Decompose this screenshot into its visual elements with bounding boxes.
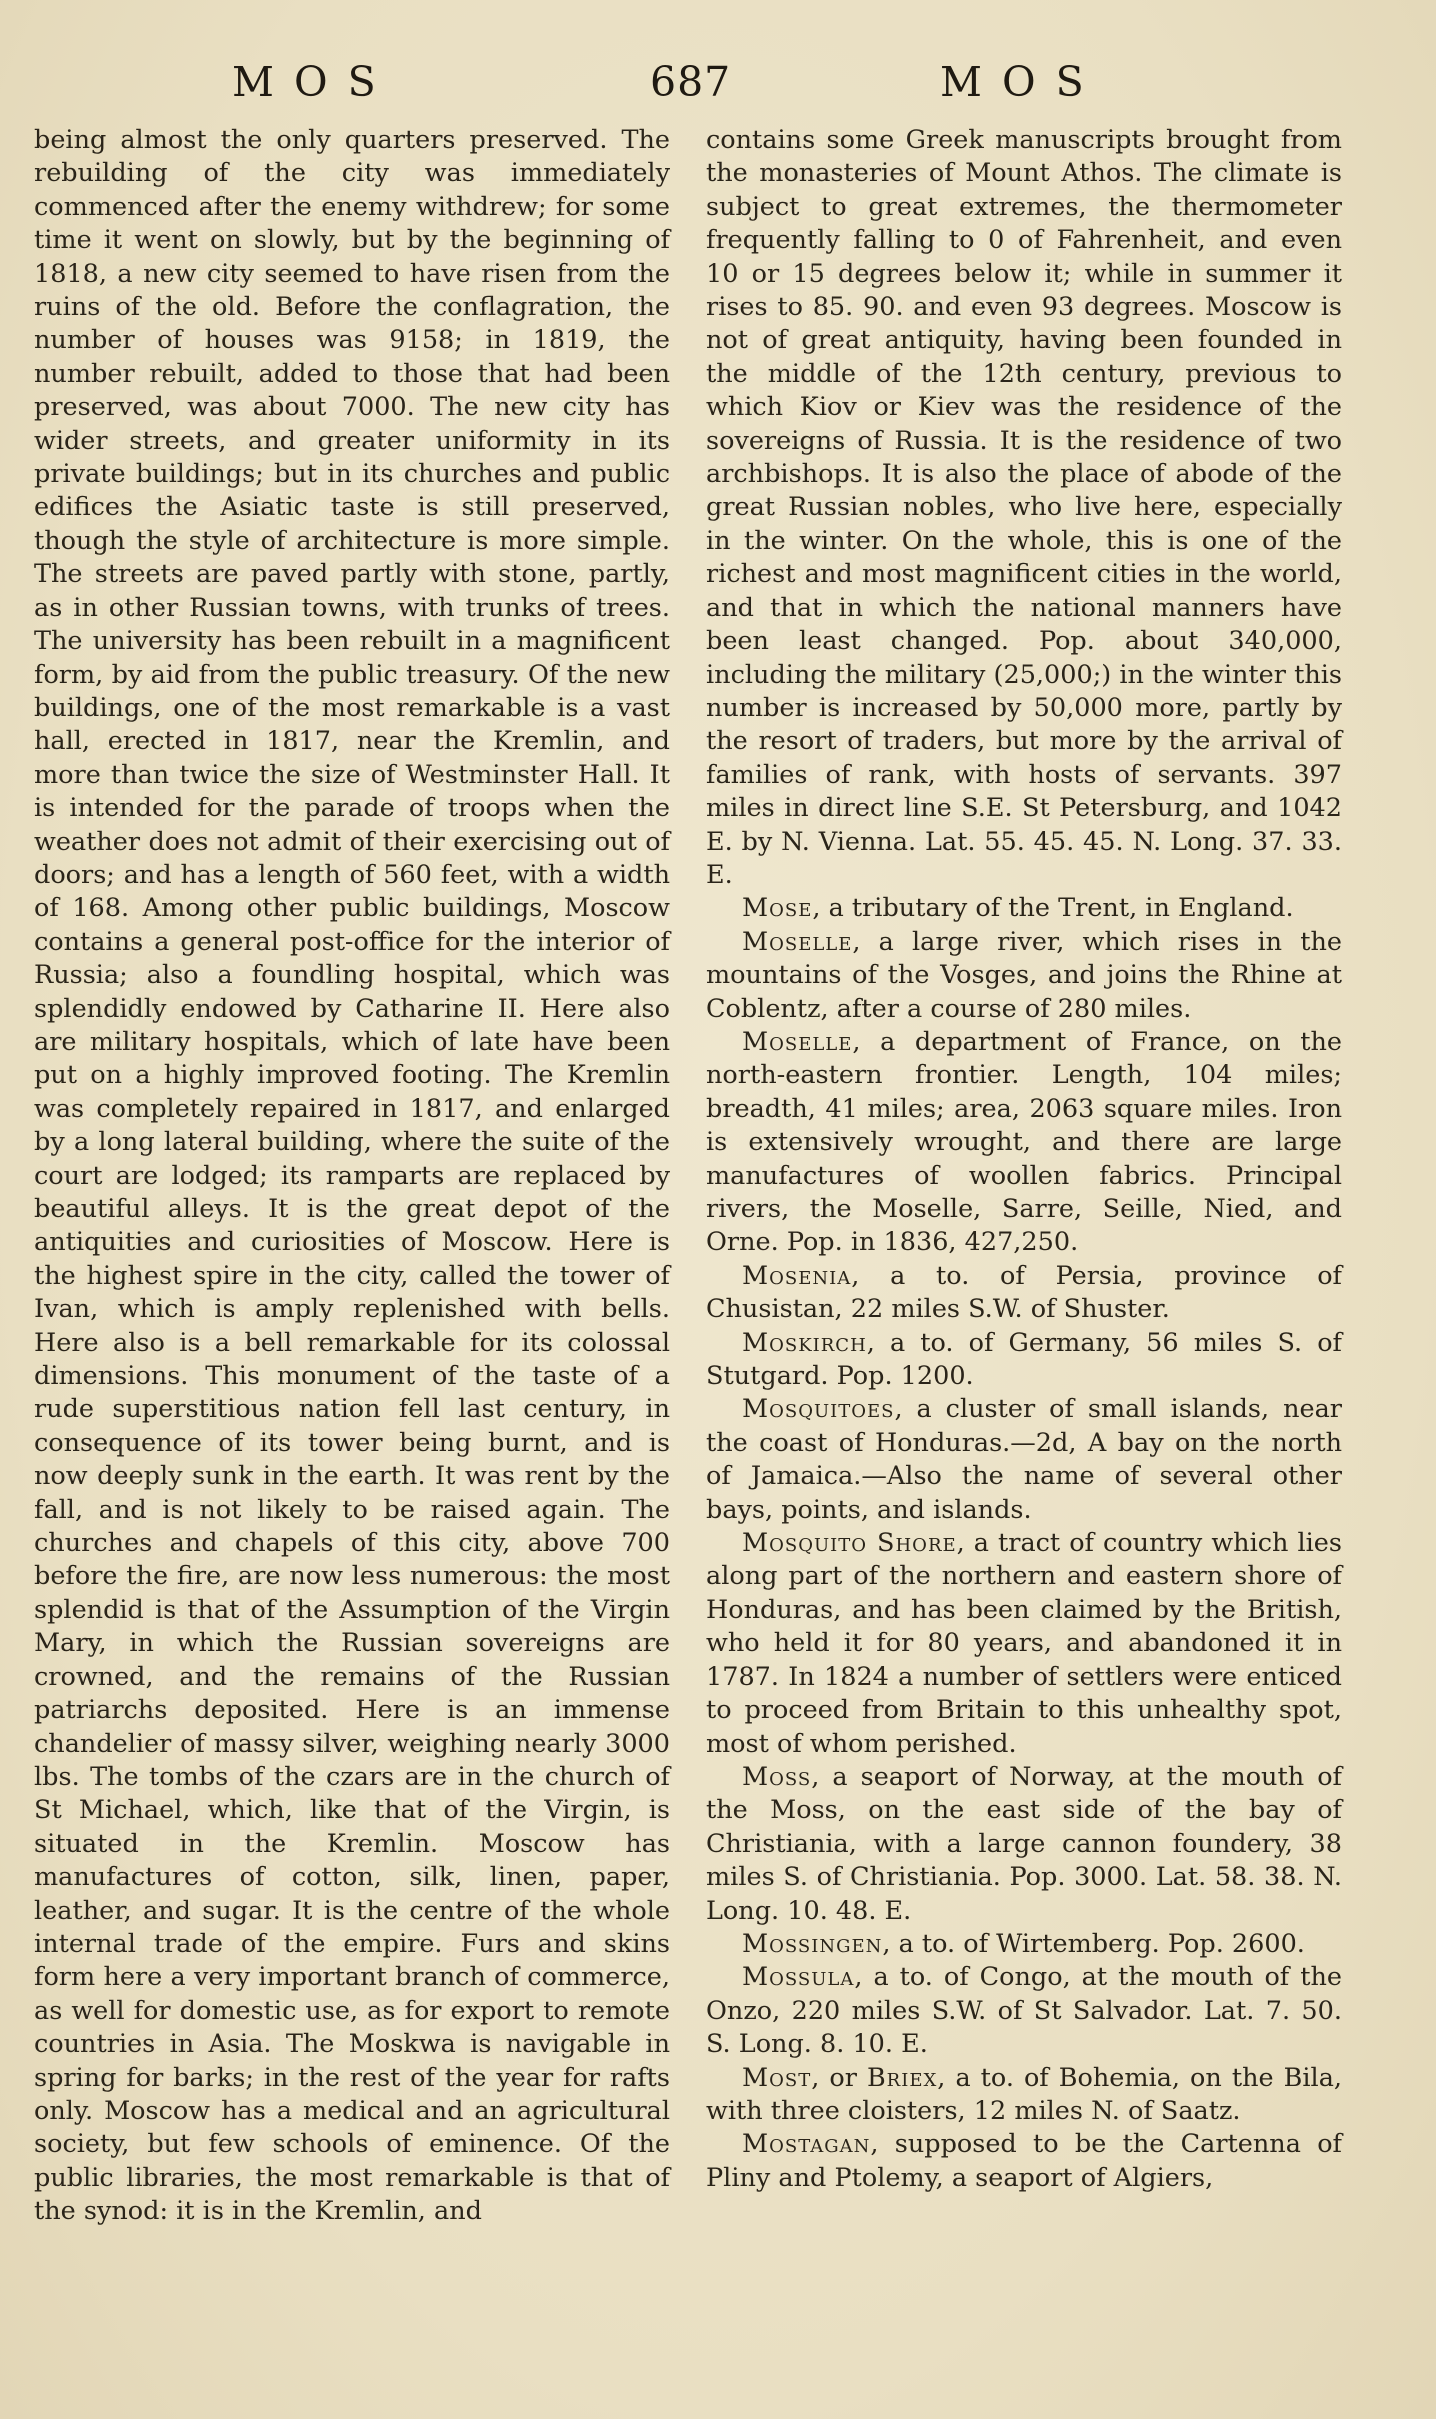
entry-term: Moselle: [742, 1026, 853, 1057]
entry-list: [706, 892, 1342, 2195]
entry-separator: ,: [851, 1260, 891, 1291]
entry-description: a to. of Germany, 56 miles S. of Stutgard. Pop. 1200.: [706, 1327, 1342, 1392]
entry-separator: ,: [866, 1327, 890, 1358]
entry-description: a tributary of the Trent, in England.: [828, 893, 1294, 924]
entry-description: a to. of Bohemia, on the Bila, with three cloisters, 12 miles N. of Saatz.: [706, 2062, 1343, 2126]
entry-separator: ,: [852, 926, 879, 957]
gazetteer-entry: [706, 1928, 1342, 1961]
entry-description: a to. of Wirtemberg. Pop. 2600.: [898, 1928, 1305, 1959]
entry-description: a seaport of Norway, at the mouth of the Moss, on the east side of the bay of Christiania, with a large cannon foundery, 38 miles S. of Christiania. Pop. 3000. Lat. 58. 38. N. Long. 10. 48. E.: [706, 1761, 1342, 1926]
page-number: 687: [650, 58, 732, 106]
entry-description: a department of France, on the north-eastern frontier. Length, 104 miles; breadth, 41 miles; area, 2063 square miles. Iron is extensively wrought, and there are large manufactures of woollen fabrics. Principal rivers, the Moselle, Sarre, Seille, Nied, and Orne. Pop. in 1836, 427,250.: [706, 1026, 1342, 1258]
entry-separator: ,: [852, 1026, 881, 1057]
entry-separator: ,: [811, 1761, 833, 1792]
gazetteer-entry: [706, 1761, 1342, 1928]
right-column: [706, 124, 1342, 2195]
entry-term: Mossula: [742, 1962, 855, 1993]
entry-separator: ,: [882, 1928, 899, 1959]
entry-term: Mose: [742, 893, 813, 924]
entry-term: Most: [742, 2062, 812, 2093]
gazetteer-entry: [706, 2128, 1342, 2195]
entry-term: Mostagan: [742, 2129, 871, 2160]
entry-separator: ,: [854, 1962, 874, 1993]
entry-term: Mossingen: [742, 1928, 883, 1959]
gazetteer-entry: [706, 1961, 1342, 2061]
gazetteer-entry: Most, or Briex, a to. of Bohemia, on the Bila, with three cloisters, 12 miles N. of Saatz.: [706, 2062, 1343, 2126]
header-left-word: MOS: [232, 58, 396, 106]
entry-term: Moskirch: [742, 1327, 867, 1358]
left-column: [34, 124, 670, 2229]
gazetteer-entry: [706, 1260, 1342, 1327]
entry-description: a large river, which rises in the mountains of the Vosges, and joins the Rhine at Coblentz, after a course of 280 miles.: [706, 926, 1342, 1024]
entry-term: Mosenia: [742, 1260, 852, 1291]
running-header: [0, 52, 1436, 112]
entry-term: Mosquitoes: [742, 1394, 895, 1425]
gazetteer-entry: [706, 1393, 1342, 1527]
entry-term: Moss: [742, 1761, 812, 1792]
entry-separator: ,: [812, 893, 829, 924]
entry-term: Moselle: [742, 926, 853, 957]
gazetteer-entry: [706, 1026, 1342, 1260]
entry-description: a cluster of small islands, near the coast of Honduras.—2d, A bay on the north of Jamaica.—Also the name of several other bays, points, and islands.: [706, 1394, 1342, 1525]
entry-term: Mosquito Shore: [742, 1528, 957, 1559]
gazetteer-entry: [706, 1527, 1342, 1761]
continuation-text: contains some Greek manuscripts brought from the monasteries of Mount Athos. The climate is subject to great extremes, the thermometer frequently falling to 0 of Fahrenheit, and even 10 or 15 degrees below it; while in summer it rises to 85. 90. and even 93 degrees. Moscow is not of great antiquity, having been founded in the middle of the 12th century, previous to which Kiov or Kiev was the residence of the sovereigns of Russia. It is the residence of two archbishops. It is also the place of abode of the great Russian nobles, who live here, especially in the winter. On the whole, this is one of the richest and most magnificent cities in the world, and that in which the national manners have been least changed. Pop. about 340,000, including the military (25,000;) in the winter this number is increased by 50,000 more, partly by the resort of traders, but more by the arrival of families of rank, with hosts of servants. 397 miles in direct line S.E. St Petersburg, and 1042 E. by N. Vienna. Lat. 55. 45. 45. N. Long. 37. 33. E.: [706, 125, 1342, 890]
entry-separator: , or: [811, 2062, 867, 2093]
entry-term-alt: Briex: [866, 2062, 938, 2093]
entry-description: supposed to be the Cartenna of Pliny and Ptolemy, a seaport of Algiers,: [706, 2129, 1342, 2193]
gazetteer-entry: [706, 892, 1342, 925]
entry-description: a to. of Congo, at the mouth of the Onzo, 220 miles S.W. of St Salvador. Lat. 7. 50. S. Long. 8. 10. E.: [706, 1962, 1342, 2060]
entry-separator: ,: [870, 2129, 895, 2160]
entry-description: a tract of country which lies along part of the northern and eastern shore of Honduras, and has been claimed by the British, who held it for 80 years, and abandoned it in 1787. In 1824 a number of settlers were enticed to proceed from Britain to this unhealthy spot, most of whom perished.: [706, 1528, 1342, 1759]
header-right-word: MOS: [940, 58, 1104, 106]
entry-description: a to. of Persia, province of Chusistan, 22 miles S.W. of Shuster.: [706, 1260, 1342, 1325]
continuation-text: being almost the only quarters preserved. The rebuilding of the city was immediately commenced after the enemy withdrew; for some time it went on slowly, but by the beginning of 1818, a new city seemed to have risen from the ruins of the old. Before the conflagration, the number of houses was 9158; in 1819, the number rebuilt, added to those that had been preserved, was about 7000. The new city has wider streets, and greater uniformity in its private buildings; but in its churches and public edifices the Asiatic taste is still preserved, though the style of architecture is more simple. The streets are paved partly with stone, partly, as in other Russian towns, with trunks of trees. The university has been rebuilt in a magnificent form, by aid from the public treasury. Of the new buildings, one of the most remarkable is a vast hall, erected in 1817, near the Kremlin, and more than twice the size of Westminster Hall. It is intended for the parade of troops when the weather does not admit of their exercising out of doors; and has a length of 560 feet, with a width of 168. Among other public buildings, Moscow contains a general post-office for the interior of Russia; also a foundling hospital, which was splendidly endowed by Catharine II. Here also are military hospitals, which of late have been put on a highly improved footing. The Kremlin was completely repaired in 1817, and enlarged by a long lateral building, where the suite of the court are lodged; its ramparts are replaced by beautiful alleys. It is the great depot of the antiquities and curiosities of Moscow. Here is the highest spire in the city, called the tower of Ivan, which is amply replenished with bells. Here also is a bell remarkable for its colossal dimensions. This monument of the taste of a rude superstitious nation fell last century, in consequence of its tower being burnt, and is now deeply sunk in the earth. It was rent by the fall, and is not likely to be raised again. The churches and chapels of this city, above 700 before the fire, are now less numerous: the most splendid is that of the Assumption of the Virgin Mary, in which the Russian sovereigns are crowned, and the remains of the Russian patriarchs deposited. Here is an immense chandelier of massy silver, weighing nearly 3000 lbs. The tombs of the czars are in the church of St Michael, which, like that of the Virgin, is situated in the Kremlin. Moscow has manufactures of cotton, silk, linen, paper, leather, and sugar. It is the centre of the whole internal trade of the empire. Furs and skins form here a very important branch of commerce, as well for domestic use, as for export to remote countries in Asia. The Moskwa is navigable in spring for barks; in the rest of the year for rafts only. Moscow has a medical and an agricultural society, but few schools of eminence. Of the public libraries, the most remarkable is that of the synod: it is in the Kremlin, and: [34, 125, 670, 2227]
entry-separator: ,: [956, 1528, 974, 1559]
gazetteer-entry: [706, 1327, 1342, 1394]
gazetteer-entry: [706, 926, 1342, 1026]
entry-separator: ,: [894, 1394, 917, 1425]
